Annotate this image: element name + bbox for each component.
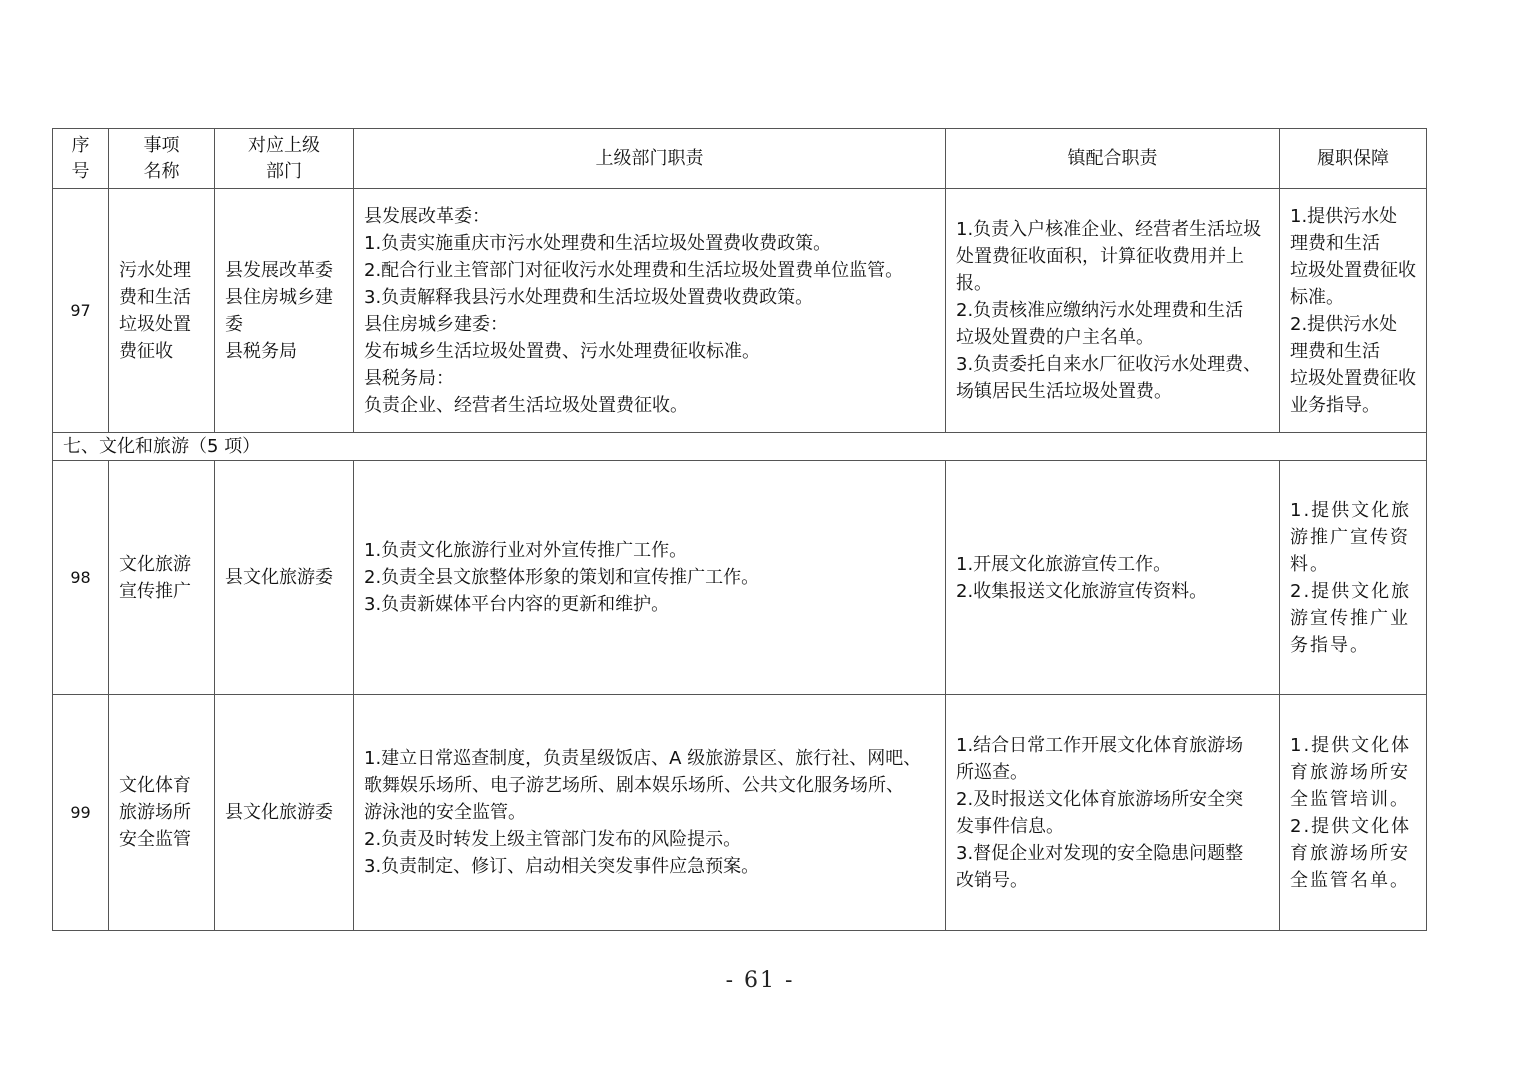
- header-row: [53, 129, 1427, 189]
- upper-dept: 县发展改革委 县住房城乡建 委 县税务局: [215, 189, 354, 433]
- town-duty: 1.开展文化旅游宣传工作。 2.收集报送文化旅游宣传资料。: [946, 461, 1280, 695]
- upper-duty: 1.建立日常巡查制度，负责星级饭店、A 级旅游景区、旅行社、网吧、 歌舞娱乐场所、电子游艺场所、剧本娱乐场所、公共文化服务场所、 游泳池的安全监管。 2.负责及时转发上级主管部门发布的风险提示。 3.负责制定、修订、启动相关突发事件应急预案。: [354, 695, 946, 931]
- row-number: 97: [53, 189, 109, 433]
- table-row: [53, 695, 1427, 931]
- town-duty: 1.结合日常工作开展文化体育旅游场 所巡查。 2.及时报送文化体育旅游场所安全突 发事件信息。 3.督促企业对发现的安全隐患问题整 改销号。: [946, 695, 1280, 931]
- section-row: [53, 433, 1427, 461]
- section-title: 七、文化和旅游（5 项）: [53, 433, 1427, 461]
- upper-duty: 县发展改革委： 1.负责实施重庆市污水处理费和生活垃圾处置费收费政策。 2.配合行业主管部门对征收污水处理费和生活垃圾处置费单位监管。 3.负责解释我县污水处理费和生活垃圾处置费收费政策。 县住房城乡建委： 发布城乡生活垃圾处置费、污水处理费征收标准。 县税务局： 负责企业、经营者生活垃圾处置费征收。: [354, 189, 946, 433]
- duty-guarantee: 1.提供文化体 育旅游场所安 全监管培训。 2.提供文化体 育旅游场所安 全监管名单。: [1280, 695, 1427, 931]
- item-name: 文化体育 旅游场所 安全监管: [109, 695, 215, 931]
- table-row: [53, 189, 1427, 433]
- header-num: 序 号: [53, 129, 109, 189]
- duty-guarantee: 1.提供污水处 理费和生活 垃圾处置费征收 标准。 2.提供污水处 理费和生活 垃圾处置费征收 业务指导。: [1280, 189, 1427, 433]
- header-dept: 对应上级 部门: [215, 129, 354, 189]
- upper-duty: 1.负责文化旅游行业对外宣传推广工作。 2.负责全县文旅整体形象的策划和宣传推广工作。 3.负责新媒体平台内容的更新和维护。: [354, 461, 946, 695]
- table-row: [53, 461, 1427, 695]
- duty-guarantee: 1.提供文化旅 游推广宣传资 料。 2.提供文化旅 游宣传推广业 务指导。: [1280, 461, 1427, 695]
- row-number: 98: [53, 461, 109, 695]
- header-name: 事项 名称: [109, 129, 215, 189]
- town-duty: 1.负责入户核准企业、经营者生活垃圾 处置费征收面积，计算征收费用并上 报。 2.负责核准应缴纳污水处理费和生活 垃圾处置费的户主名单。 3.负责委托自来水厂征收污水处理费、 场镇居民生活垃圾处置费。: [946, 189, 1280, 433]
- upper-dept: 县文化旅游委: [215, 461, 354, 695]
- header-town-duty: 镇配合职责: [946, 129, 1280, 189]
- header-upper-duty: 上级部门职责: [354, 129, 946, 189]
- item-name: 文化旅游 宣传推广: [109, 461, 215, 695]
- header-guarantee: 履职保障: [1280, 129, 1427, 189]
- upper-dept: 县文化旅游委: [215, 695, 354, 931]
- duty-table: [52, 128, 1427, 931]
- page-number: - 61 -: [725, 968, 795, 993]
- row-number: 99: [53, 695, 109, 931]
- item-name: 污水处理 费和生活 垃圾处置 费征收: [109, 189, 215, 433]
